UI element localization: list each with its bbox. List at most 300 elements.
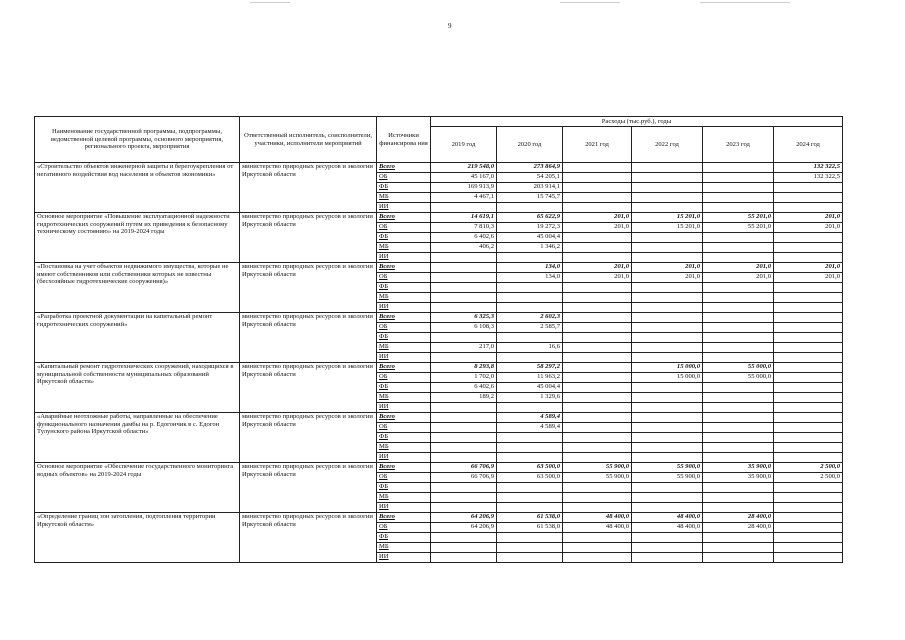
expense-value bbox=[703, 533, 774, 543]
expense-value bbox=[774, 393, 843, 403]
expense-value bbox=[563, 433, 632, 443]
expense-value: 201,0 bbox=[774, 273, 843, 283]
expense-value: 64 206,9 bbox=[431, 513, 497, 523]
expense-value bbox=[703, 253, 774, 263]
expense-value: 58 297,2 bbox=[497, 363, 563, 373]
funding-source: ФБ bbox=[377, 283, 431, 293]
table-row bbox=[35, 163, 843, 173]
expense-value: 64 206,9 bbox=[431, 523, 497, 533]
expense-value bbox=[563, 333, 632, 343]
budget-table bbox=[34, 116, 843, 563]
expense-value bbox=[632, 503, 703, 513]
activity-name: Основное мероприятие «Обеспечение государственного мониторинга водных объектов» на 2019-2024 годы bbox=[35, 463, 240, 513]
expense-value: 201,0 bbox=[563, 273, 632, 283]
expense-value: 201,0 bbox=[563, 263, 632, 273]
expense-value bbox=[497, 553, 563, 563]
expense-value bbox=[703, 543, 774, 553]
expense-value: 6 402,6 bbox=[431, 233, 497, 243]
expense-value bbox=[563, 173, 632, 183]
expense-value bbox=[632, 413, 703, 423]
expense-value: 134,0 bbox=[497, 273, 563, 283]
expense-value: 35 900,0 bbox=[703, 463, 774, 473]
activity-name: Основное мероприятие «Повышение эксплуатационной надежности гидротехнических сооружений путем их приведения к безопасному техническому состоянию» на 2019-2024 годы bbox=[35, 213, 240, 263]
expense-value: 134,0 bbox=[497, 263, 563, 273]
expense-value bbox=[431, 553, 497, 563]
year-header: 2023 год bbox=[703, 127, 774, 163]
expense-value bbox=[563, 533, 632, 543]
expense-value bbox=[632, 383, 703, 393]
expense-value bbox=[431, 413, 497, 423]
expense-value bbox=[774, 413, 843, 423]
expense-value bbox=[632, 433, 703, 443]
expense-value: 406,2 bbox=[431, 243, 497, 253]
year-header: 2022 год bbox=[632, 127, 703, 163]
funding-source: Всего bbox=[377, 163, 431, 173]
expense-value: 66 706,9 bbox=[431, 473, 497, 483]
expense-value: 48 400,0 bbox=[563, 513, 632, 523]
expense-value bbox=[632, 453, 703, 463]
expense-value bbox=[563, 243, 632, 253]
expense-value bbox=[703, 203, 774, 213]
expense-value bbox=[563, 553, 632, 563]
expense-value: 201,0 bbox=[774, 213, 843, 223]
expense-value bbox=[563, 283, 632, 293]
expense-value: 48 400,0 bbox=[632, 513, 703, 523]
expense-value bbox=[563, 373, 632, 383]
expense-value bbox=[703, 233, 774, 243]
table-row bbox=[35, 413, 843, 423]
expense-value bbox=[703, 443, 774, 453]
expense-value bbox=[703, 303, 774, 313]
expense-value bbox=[563, 313, 632, 323]
expense-value bbox=[632, 303, 703, 313]
expense-value bbox=[632, 403, 703, 413]
expense-value: 201,0 bbox=[703, 263, 774, 273]
expense-value bbox=[774, 323, 843, 333]
expense-value bbox=[497, 253, 563, 263]
scan-artifact bbox=[250, 2, 290, 3]
expense-value bbox=[632, 553, 703, 563]
expense-value: 201,0 bbox=[563, 213, 632, 223]
funding-source: МБ bbox=[377, 293, 431, 303]
expense-value bbox=[703, 393, 774, 403]
expense-value bbox=[563, 183, 632, 193]
expense-value bbox=[431, 483, 497, 493]
expense-value: 61 538,0 bbox=[497, 513, 563, 523]
table-row bbox=[35, 513, 843, 523]
expense-value: 55 201,0 bbox=[703, 213, 774, 223]
expense-value bbox=[431, 493, 497, 503]
expense-value bbox=[703, 243, 774, 253]
funding-source: ИИ bbox=[377, 253, 431, 263]
expense-value bbox=[774, 423, 843, 433]
expense-value: 2 602,3 bbox=[497, 313, 563, 323]
expense-value bbox=[497, 403, 563, 413]
expense-value: 45 004,4 bbox=[497, 383, 563, 393]
expense-value: 2 500,0 bbox=[774, 463, 843, 473]
expense-value bbox=[431, 443, 497, 453]
executor-name: министерство природных ресурсов и экологии Иркутской области bbox=[240, 413, 377, 463]
year-header: 2019 год bbox=[431, 127, 497, 163]
expense-value: 28 400,0 bbox=[703, 523, 774, 533]
expense-value bbox=[431, 333, 497, 343]
table-row bbox=[35, 213, 843, 223]
expense-value: 8 293,8 bbox=[431, 363, 497, 373]
expense-value: 11 963,2 bbox=[497, 373, 563, 383]
expense-value: 15 745,7 bbox=[497, 193, 563, 203]
expense-value: 54 205,1 bbox=[497, 173, 563, 183]
expense-value bbox=[774, 183, 843, 193]
expense-value bbox=[431, 203, 497, 213]
expense-value bbox=[774, 513, 843, 523]
expense-value bbox=[703, 313, 774, 323]
expense-value bbox=[632, 243, 703, 253]
expense-value: 132 322,5 bbox=[774, 163, 843, 173]
expense-value: 6 108,3 bbox=[431, 323, 497, 333]
expense-value bbox=[703, 483, 774, 493]
expense-value bbox=[774, 363, 843, 373]
expense-value bbox=[774, 533, 843, 543]
activity-name: «Определение границ зон затопления, подтопления территории Иркутской области» bbox=[35, 513, 240, 563]
expense-value bbox=[774, 433, 843, 443]
expense-value: 15 201,0 bbox=[632, 223, 703, 233]
funding-source: ОБ bbox=[377, 373, 431, 383]
funding-source: ФБ bbox=[377, 483, 431, 493]
expense-value bbox=[703, 183, 774, 193]
expense-value bbox=[774, 203, 843, 213]
expense-value bbox=[632, 253, 703, 263]
expense-value bbox=[497, 203, 563, 213]
expense-value bbox=[774, 313, 843, 323]
scan-artifact bbox=[560, 2, 620, 3]
expense-value bbox=[703, 383, 774, 393]
expense-value bbox=[563, 323, 632, 333]
expense-value bbox=[431, 433, 497, 443]
expense-value bbox=[497, 303, 563, 313]
expense-value bbox=[774, 503, 843, 513]
expense-value bbox=[774, 303, 843, 313]
expense-value bbox=[563, 403, 632, 413]
expense-value bbox=[774, 253, 843, 263]
expense-value bbox=[563, 383, 632, 393]
expense-value: 201,0 bbox=[774, 223, 843, 233]
expense-value bbox=[774, 233, 843, 243]
funding-source: МБ bbox=[377, 493, 431, 503]
expense-value bbox=[774, 543, 843, 553]
expense-value bbox=[632, 313, 703, 323]
col-header-executor: Ответственный исполнитель, соисполнители, участники, исполнители мероприятий bbox=[240, 117, 377, 163]
expense-value: 55 900,0 bbox=[563, 463, 632, 473]
expense-value bbox=[563, 353, 632, 363]
expense-value bbox=[632, 533, 703, 543]
expense-value bbox=[632, 193, 703, 203]
expense-value bbox=[774, 343, 843, 353]
col-header-name: Наименование государственной программы, подпрограммы, ведомственной целевой программы, основного мероприятия, регионального проекта, мероприятия bbox=[35, 117, 240, 163]
activity-name: «Капитальный ремонт гидротехнических сооружений, находящихся в муниципальной собственности муниципальных образований Иркутской области» bbox=[35, 363, 240, 413]
expense-value bbox=[632, 543, 703, 553]
expense-value bbox=[703, 323, 774, 333]
expense-value bbox=[703, 413, 774, 423]
expense-value bbox=[497, 333, 563, 343]
table-row bbox=[35, 313, 843, 323]
expense-value bbox=[431, 303, 497, 313]
expense-value: 55 900,0 bbox=[632, 463, 703, 473]
expense-value bbox=[431, 253, 497, 263]
expense-value: 2 585,7 bbox=[497, 323, 563, 333]
funding-source: ФБ bbox=[377, 383, 431, 393]
executor-name: министерство природных ресурсов и экологии Иркутской области bbox=[240, 313, 377, 363]
executor-name: министерство природных ресурсов и экологии Иркутской области bbox=[240, 213, 377, 263]
expense-value bbox=[632, 423, 703, 433]
funding-source: ФБ bbox=[377, 433, 431, 443]
activity-name: «Постановка на учет объектов недвижимого имущества, которые не имеют собственников или собственники которых не известны (бесхозяйные гидротехнические сооружения)» bbox=[35, 263, 240, 313]
expense-value bbox=[703, 293, 774, 303]
expense-value bbox=[563, 503, 632, 513]
year-header: 2020 год bbox=[497, 127, 563, 163]
funding-source: Всего bbox=[377, 413, 431, 423]
activity-name: «Строительство объектов инженерной защиты и берегоукрепления от негативного воздействия вод населения и объектов экономики» bbox=[35, 163, 240, 213]
funding-source: МБ bbox=[377, 243, 431, 253]
expense-value bbox=[497, 483, 563, 493]
expense-value bbox=[497, 353, 563, 363]
expense-value: 273 864,9 bbox=[497, 163, 563, 173]
expense-value bbox=[703, 403, 774, 413]
expense-value: 55 900,0 bbox=[563, 473, 632, 483]
table-row bbox=[35, 463, 843, 473]
expense-value: 55 000,0 bbox=[703, 363, 774, 373]
expense-value: 4 467,1 bbox=[431, 193, 497, 203]
expense-value bbox=[563, 203, 632, 213]
funding-source: ОБ bbox=[377, 523, 431, 533]
expense-value: 55 900,0 bbox=[632, 473, 703, 483]
expense-value: 48 400,0 bbox=[632, 523, 703, 533]
expense-value bbox=[703, 333, 774, 343]
expense-value bbox=[703, 453, 774, 463]
expense-value bbox=[497, 453, 563, 463]
funding-source: ИИ bbox=[377, 353, 431, 363]
funding-source: ОБ bbox=[377, 473, 431, 483]
expense-value bbox=[431, 453, 497, 463]
expense-value bbox=[774, 283, 843, 293]
expense-value bbox=[563, 303, 632, 313]
expense-value: 45 167,0 bbox=[431, 173, 497, 183]
expense-value: 2 500,0 bbox=[774, 473, 843, 483]
funding-source: Всего bbox=[377, 213, 431, 223]
executor-name: министерство природных ресурсов и экологии Иркутской области bbox=[240, 263, 377, 313]
funding-source: ИИ bbox=[377, 503, 431, 513]
executor-name: министерство природных ресурсов и экологии Иркутской области bbox=[240, 163, 377, 213]
funding-source: ИИ bbox=[377, 403, 431, 413]
expense-value bbox=[632, 323, 703, 333]
expense-value bbox=[632, 203, 703, 213]
expense-value bbox=[563, 293, 632, 303]
expense-value: 219 548,0 bbox=[431, 163, 497, 173]
expense-value bbox=[431, 273, 497, 283]
funding-source: ОБ bbox=[377, 323, 431, 333]
expense-value: 132 322,5 bbox=[774, 173, 843, 183]
expense-value bbox=[632, 333, 703, 343]
funding-source: ФБ bbox=[377, 333, 431, 343]
funding-source: Всего bbox=[377, 513, 431, 523]
expense-value bbox=[563, 443, 632, 453]
expense-value bbox=[703, 493, 774, 503]
funding-source: МБ bbox=[377, 393, 431, 403]
expense-value bbox=[632, 173, 703, 183]
funding-source: ФБ bbox=[377, 183, 431, 193]
expense-value bbox=[497, 543, 563, 553]
expense-value bbox=[632, 343, 703, 353]
year-header: 2021 год bbox=[563, 127, 632, 163]
expense-value: 201,0 bbox=[632, 263, 703, 273]
expense-value: 217,0 bbox=[431, 343, 497, 353]
expense-value: 1 329,6 bbox=[497, 393, 563, 403]
funding-source: ИИ bbox=[377, 553, 431, 563]
expense-value bbox=[563, 363, 632, 373]
expense-value: 66 706,9 bbox=[431, 463, 497, 473]
expense-value bbox=[774, 523, 843, 533]
expense-value bbox=[774, 483, 843, 493]
expense-value bbox=[431, 543, 497, 553]
expense-value: 203 914,1 bbox=[497, 183, 563, 193]
expense-value bbox=[632, 183, 703, 193]
expense-value bbox=[431, 263, 497, 273]
expense-value bbox=[774, 383, 843, 393]
expense-value bbox=[632, 353, 703, 363]
expense-value bbox=[774, 333, 843, 343]
expense-value: 45 004,4 bbox=[497, 233, 563, 243]
expense-value: 55 000,0 bbox=[703, 373, 774, 383]
activity-name: «Разработка проектной документации на капитальный ремонт гидротехнических сооружений» bbox=[35, 313, 240, 363]
expense-value bbox=[703, 173, 774, 183]
expense-value bbox=[497, 433, 563, 443]
expense-value bbox=[431, 403, 497, 413]
expense-value bbox=[703, 553, 774, 563]
expense-value: 35 900,0 bbox=[703, 473, 774, 483]
expense-value bbox=[703, 433, 774, 443]
expense-value bbox=[563, 343, 632, 353]
expense-value: 1 702,0 bbox=[431, 373, 497, 383]
expense-value bbox=[632, 443, 703, 453]
expense-value: 55 201,0 bbox=[703, 223, 774, 233]
expense-value bbox=[703, 343, 774, 353]
expense-value bbox=[774, 293, 843, 303]
expense-value bbox=[563, 253, 632, 263]
expense-value bbox=[497, 283, 563, 293]
expense-value bbox=[563, 413, 632, 423]
expense-value bbox=[563, 163, 632, 173]
funding-source: Всего bbox=[377, 313, 431, 323]
expense-value: 61 538,0 bbox=[497, 523, 563, 533]
expense-value bbox=[632, 493, 703, 503]
table-row bbox=[35, 263, 843, 273]
expense-value: 15 000,0 bbox=[632, 363, 703, 373]
funding-source: ОБ bbox=[377, 273, 431, 283]
funding-source: МБ bbox=[377, 543, 431, 553]
expense-value bbox=[431, 423, 497, 433]
expense-value: 6 402,6 bbox=[431, 383, 497, 393]
expense-value: 7 810,3 bbox=[431, 223, 497, 233]
expense-value bbox=[431, 353, 497, 363]
executor-name: министерство природных ресурсов и экологии Иркутской области bbox=[240, 463, 377, 513]
expense-value bbox=[563, 423, 632, 433]
funding-source: ОБ bbox=[377, 173, 431, 183]
funding-source: МБ bbox=[377, 193, 431, 203]
executor-name: министерство природных ресурсов и экологии Иркутской области bbox=[240, 513, 377, 563]
expense-value bbox=[563, 393, 632, 403]
expense-value: 48 400,0 bbox=[563, 523, 632, 533]
expense-value: 63 500,0 bbox=[497, 473, 563, 483]
expense-value bbox=[774, 243, 843, 253]
expense-value bbox=[632, 293, 703, 303]
expense-value bbox=[431, 533, 497, 543]
expense-value: 169 913,9 bbox=[431, 183, 497, 193]
expense-value bbox=[703, 503, 774, 513]
funding-source: ИИ bbox=[377, 453, 431, 463]
funding-source: ОБ bbox=[377, 223, 431, 233]
expense-value bbox=[632, 393, 703, 403]
expense-value: 6 325,3 bbox=[431, 313, 497, 323]
expense-value bbox=[563, 233, 632, 243]
expense-value bbox=[431, 503, 497, 513]
expense-value bbox=[497, 503, 563, 513]
expense-value bbox=[703, 353, 774, 363]
expense-value: 1 346,2 bbox=[497, 243, 563, 253]
expense-value bbox=[563, 193, 632, 203]
expense-value bbox=[431, 283, 497, 293]
scan-artifact bbox=[700, 2, 790, 3]
expense-value bbox=[632, 483, 703, 493]
expense-value bbox=[774, 553, 843, 563]
funding-source: ИИ bbox=[377, 203, 431, 213]
expense-value bbox=[774, 373, 843, 383]
expense-value bbox=[563, 543, 632, 553]
expense-value: 201,0 bbox=[632, 273, 703, 283]
funding-source: Всего bbox=[377, 463, 431, 473]
expense-value bbox=[497, 533, 563, 543]
funding-source: ФБ bbox=[377, 233, 431, 243]
col-header-expenses: Расходы (тыс.руб.), годы bbox=[431, 117, 843, 127]
expense-value: 201,0 bbox=[774, 263, 843, 273]
expense-value: 4 589,4 bbox=[497, 423, 563, 433]
expense-value: 189,2 bbox=[431, 393, 497, 403]
expense-value bbox=[497, 443, 563, 453]
expense-value: 14 619,1 bbox=[431, 213, 497, 223]
expense-value bbox=[632, 163, 703, 173]
funding-source: ФБ bbox=[377, 533, 431, 543]
expense-value: 4 589,4 bbox=[497, 413, 563, 423]
activity-name: «Аварийные неотложные работы, направленные на обеспечение функционального назначения дамбы на р. Едогончик в с. Едогон Тулунского района Иркутской области» bbox=[35, 413, 240, 463]
expense-value bbox=[774, 443, 843, 453]
expense-value bbox=[563, 453, 632, 463]
expense-value bbox=[774, 193, 843, 203]
expense-value bbox=[703, 283, 774, 293]
funding-source: Всего bbox=[377, 263, 431, 273]
table-row bbox=[35, 363, 843, 373]
expense-value bbox=[497, 293, 563, 303]
expense-value bbox=[431, 293, 497, 303]
expense-value bbox=[774, 353, 843, 363]
funding-source: МБ bbox=[377, 343, 431, 353]
year-header: 2024 год bbox=[774, 127, 843, 163]
funding-source: ОБ bbox=[377, 423, 431, 433]
funding-source: ИИ bbox=[377, 303, 431, 313]
expense-value bbox=[632, 283, 703, 293]
expense-value: 15 000,0 bbox=[632, 373, 703, 383]
expense-value bbox=[563, 483, 632, 493]
page-number: 9 bbox=[448, 22, 452, 30]
expense-value bbox=[774, 453, 843, 463]
expense-value: 65 622,9 bbox=[497, 213, 563, 223]
